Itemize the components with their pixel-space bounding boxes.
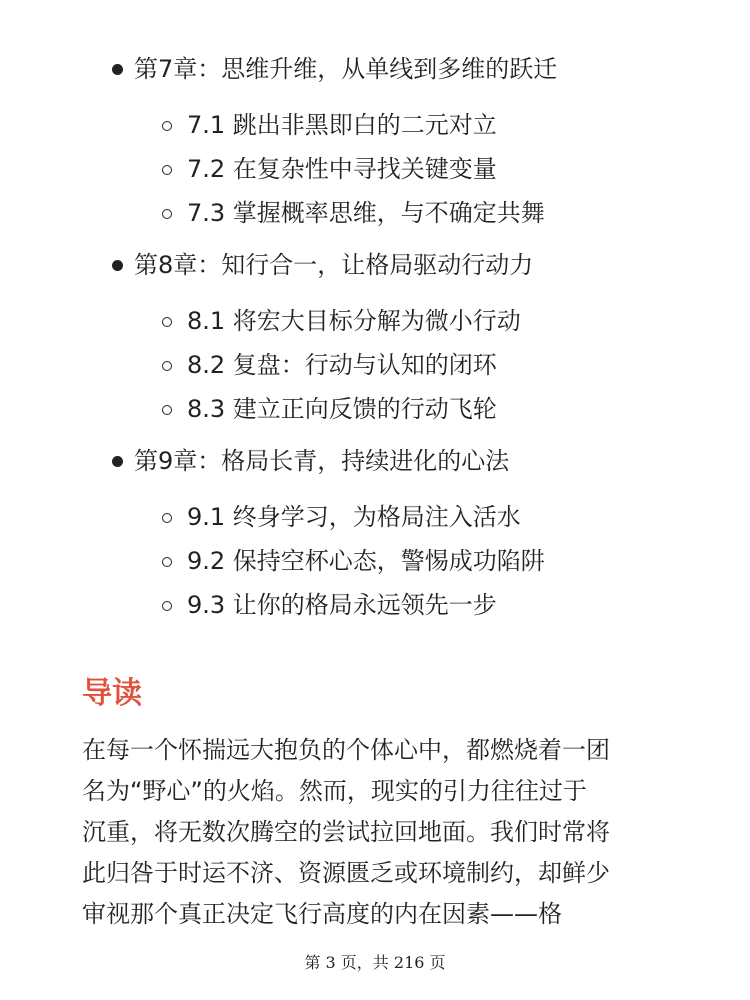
bullet-ring-icon [162, 317, 172, 327]
page-number: 第 3 页，共 216 页 [304, 953, 446, 972]
paragraph-line: 名为“野心”的火焰。然而，现实的引力往往过于 [82, 777, 587, 805]
toc-section [0, 582, 750, 626]
paragraph-line: 在每一个怀揣远大抱负的个体心中，都燃烧着一团 [82, 736, 610, 764]
toc-section [0, 146, 750, 190]
bullet-dot-icon [112, 456, 123, 467]
toc-section [0, 298, 750, 342]
section-title: 8.3 建立正向反馈的行动飞轮 [187, 395, 497, 423]
toc-section-list [0, 494, 750, 626]
toc-chapter [0, 440, 750, 482]
bullet-dot-icon [112, 64, 123, 75]
toc-chapter [0, 244, 750, 286]
chapter-title: 第7章：思维升维，从单线到多维的跃迁 [134, 55, 558, 83]
toc-section [0, 494, 750, 538]
toc-chapter [0, 48, 750, 90]
section-title: 7.1 跳出非黑即白的二元对立 [187, 111, 497, 139]
toc-section [0, 102, 750, 146]
paragraph-line: 审视那个真正决定飞行高度的内在因素——格 [82, 900, 562, 928]
section-title: 7.3 掌握概率思维，与不确定共舞 [187, 199, 545, 227]
toc-section [0, 190, 750, 234]
toc-section-list [0, 298, 750, 430]
bullet-ring-icon [162, 121, 172, 131]
bullet-ring-icon [162, 513, 172, 523]
toc-section [0, 342, 750, 386]
chapter-title: 第8章：知行合一，让格局驱动行动力 [134, 251, 534, 279]
bullet-ring-icon [162, 209, 172, 219]
table-of-contents [0, 48, 750, 636]
section-title: 8.1 将宏大目标分解为微小行动 [187, 307, 521, 335]
intro-heading: 导读 [82, 676, 142, 711]
paragraph-line: 此归咎于时运不济、资源匮乏或环境制约，却鲜少 [82, 859, 610, 887]
toc-section-list [0, 102, 750, 234]
toc-section [0, 386, 750, 430]
section-title: 8.2 复盘：行动与认知的闭环 [187, 351, 497, 379]
bullet-ring-icon [162, 557, 172, 567]
section-title: 7.2 在复杂性中寻找关键变量 [187, 155, 497, 183]
bullet-ring-icon [162, 361, 172, 371]
toc-section [0, 538, 750, 582]
bullet-ring-icon [162, 601, 172, 611]
section-title: 9.3 让你的格局永远领先一步 [187, 591, 497, 619]
chapter-title: 第9章：格局长青，持续进化的心法 [134, 447, 510, 475]
section-title: 9.2 保持空杯心态，警惕成功陷阱 [187, 547, 545, 575]
bullet-ring-icon [162, 405, 172, 415]
bullet-ring-icon [162, 165, 172, 175]
section-title: 9.1 终身学习，为格局注入活水 [187, 503, 521, 531]
paragraph-line: 沉重，将无数次腾空的尝试拉回地面。我们时常将 [82, 818, 610, 846]
intro-paragraph [82, 730, 682, 935]
bullet-dot-icon [112, 260, 123, 271]
